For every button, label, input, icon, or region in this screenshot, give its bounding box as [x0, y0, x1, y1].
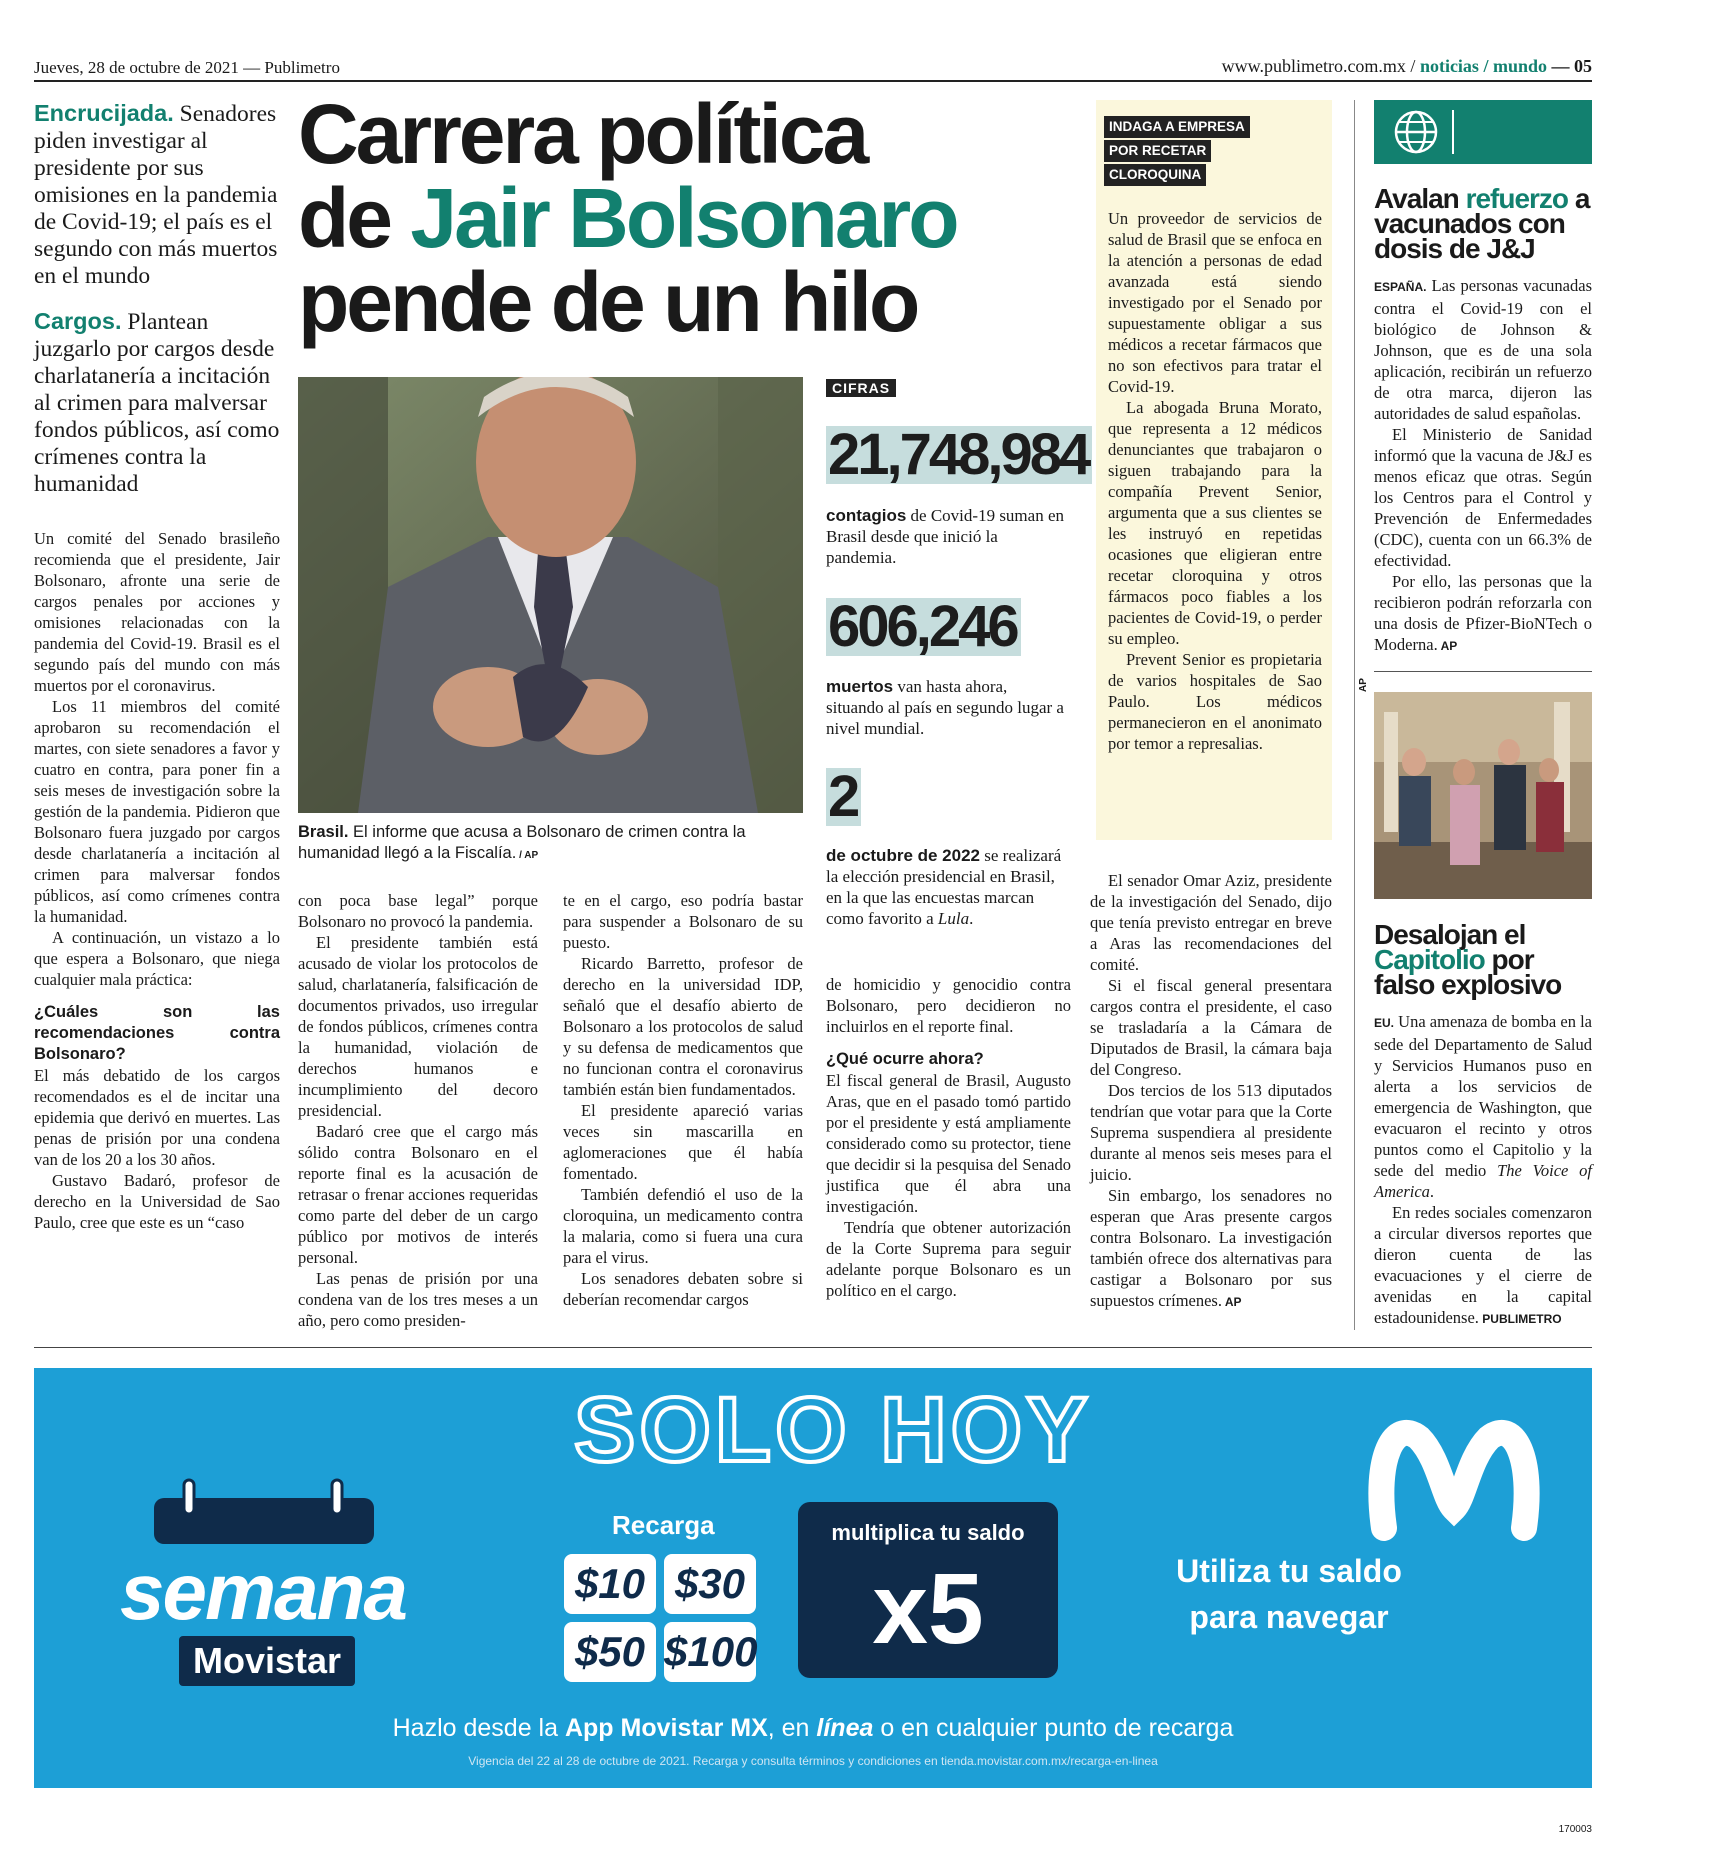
headline-highlight: refuerzo	[1465, 183, 1569, 214]
headline-highlight: Jair Bolsonaro	[410, 171, 957, 265]
credit: AP	[1221, 1295, 1242, 1309]
ad-bottom-text: Hazlo desde la	[392, 1714, 565, 1742]
paragraph: Ricardo Barretto, profesor de derecho en la universidad IDP, señaló que el desafío abierto de Bolsonaro a los protocolos de salud y su defensa de medicamentos que no funcionan contra el coronavirus también están bien fundamentados.	[563, 954, 803, 1099]
paragraph	[1374, 1202, 1592, 1330]
paragraph: El presidente también está acusado de violar los protocolos de salud, charlatanería, falsificación de documentos privados, uso irregular de fondos públicos, crímenes contra la humanidad, violación de derechos humanos e incumplimiento del decoro presidencial.	[298, 933, 538, 1120]
figure-text-3	[826, 845, 1066, 929]
paragraph	[1374, 571, 1592, 657]
sidebar-tag: INDAGA A EMPRESA	[1104, 116, 1250, 138]
column-divider	[1354, 100, 1355, 1330]
paragraph: Gustavo Badaró, profesor de derecho en la Universidad de Sao Paulo, cree que este es un “caso	[34, 1171, 280, 1232]
paragraph: El Ministerio de Sanidad informó que la vacuna de J&J es menos eficaz que otras. Según los Centros para el Control y Prevención de Enfermedades (CDC), cuenta con un 66.3% de efectividad.	[1374, 425, 1592, 570]
deck-keyword: Cargos.	[34, 308, 122, 334]
paragraph: Prevent Senior es propietaria de varios hospitales de Sao Paulo. Los médicos permanecieron en el anonimato por temor a represalias.	[1108, 650, 1322, 753]
article-column-3	[563, 890, 803, 1310]
deck-1	[34, 100, 280, 290]
article-column-5	[1090, 870, 1332, 1313]
ad-brand-semana: semana	[120, 1547, 406, 1636]
ad-bottom-app[interactable]: App Movistar MX	[564, 1714, 768, 1742]
deck-text: Plantean juzgarlo por cargos desde charlatanería a incitación al crimen para malversar fondos públicos, así como crímenes contra la humanidad	[34, 309, 280, 497]
paragraph: te en el cargo, eso podría bastar para suspender a Bolsonaro de su puesto.	[563, 891, 803, 952]
story-refuerzo-body	[1374, 275, 1592, 657]
figure-number-2: 606,246	[826, 598, 1021, 656]
ad-brand-movistar: Movistar	[179, 1636, 355, 1686]
ad-bottom-text: o en cualquier punto de recarga	[873, 1714, 1234, 1742]
dateline: EU.	[1374, 1016, 1395, 1030]
subheading: ¿Qué ocurre ahora?	[826, 1050, 984, 1068]
figure-text-2	[826, 676, 1066, 739]
story-divider	[1374, 671, 1592, 672]
sidebar-tag: CLOROQUINA	[1104, 164, 1206, 186]
story-capitolio	[1374, 919, 1592, 1330]
headline-highlight: Capitolio	[1374, 944, 1485, 975]
header-section-noticias[interactable]: noticias	[1419, 56, 1479, 76]
paragraph: Un proveedor de servicios de salud de Brasil que se enfoca en la atención a personas de edad avanzada está siendo investigado por el Senado por supuestamente obligar a sus médicos a recetar fármacos que no son efectivos para tratar el Covid-19.	[1108, 209, 1322, 396]
figure-emphasis: Lula	[937, 909, 970, 928]
ad-amount-10[interactable]: $10	[564, 1554, 656, 1614]
headline-line-2	[298, 171, 1098, 265]
paragraph: La abogada Bruna Morato, que representa a 12 médicos denunciantes que trabajaron o siguen trabajando para la compañía Prevent Senior, argumenta que a sus clientes se les instruyó en repetidas ocasiones que eligieran entre recetar cloroquina y otros fármacos poco fiables a los pacientes de Covid-19, o perder su empleo.	[1108, 398, 1322, 648]
article-column-1	[34, 528, 280, 1233]
figure-end: .	[969, 909, 974, 928]
paragraph: Los 11 miembros del comité aprobaron su recomendación el martes, con siete senadores a favor y cuatro en contra, para poner fin a seis meses de investigación sobre la gestión de la pandemia. Pidieron que Bolsonaro fuera juzgado por cargos desde charlatanería a incitación al crimen para malversar fondos públicos, así como crímenes contra la humanidad.	[34, 697, 280, 926]
capitol-photo	[1374, 692, 1592, 899]
page-header-section	[1222, 56, 1592, 77]
paragraph	[1374, 1011, 1592, 1202]
dateline: ESPAÑA.	[1374, 280, 1427, 294]
header-separator: /	[1483, 56, 1489, 76]
deck-text: Senadores piden investigar al presidente por sus omisiones en la pandemia de Covid-19; el país es el segundo con más muertos en el mundo	[34, 101, 278, 289]
sidebar-text	[1108, 208, 1322, 754]
paragraph: El presidente apareció varias veces sin mascarilla en aglomeraciones que él había fomentado.	[563, 1101, 803, 1183]
photo-illustration	[298, 377, 803, 813]
headline-part: a vacunados con dosis de J&J	[1374, 183, 1590, 264]
ad-amount-30[interactable]: $30	[664, 1554, 756, 1614]
ad-title: SOLO HOY	[574, 1379, 1092, 1481]
paragraph: Las penas de prisión por una condena van de los tres meses a un año, pero como presiden-	[298, 1269, 538, 1330]
caption-credit: / AP	[516, 850, 539, 861]
headline-line-2-a: de	[298, 171, 411, 265]
page-header-date: Jueves, 28 de octubre de 2021 — Publimetro	[34, 58, 340, 77]
story-refuerzo	[1374, 183, 1592, 657]
figure-description: van hasta ahora, situando al país en segundo lugar a nivel mundial.	[826, 677, 1064, 738]
paragraph-text: En redes sociales comenzaron a circular diversos reportes que dieron cuenta de las evacuaciones y el cierre de avenidas en la capital estadounidense.	[1374, 1203, 1592, 1327]
paragraph: El más debatido de los cargos recomendados es el de incitar una epidemia que derivó en muertes. Las penas de prisión por una condena van de los 20 a los 30 años.	[34, 1066, 280, 1169]
paragraph: Badaró cree que el cargo más sólido contra Bolsonaro en el reporte final es la acusación de retrasar o frenar acciones requeridas como parte del deber de un cargo público por motivos de interés personal.	[298, 1122, 538, 1267]
paragraph: Los senadores debaten sobre si deberían recomendar cargos	[563, 1269, 803, 1309]
bolsonaro-photo	[298, 377, 803, 813]
figure-keyword: contagios	[826, 506, 907, 525]
article-column-4	[826, 974, 1071, 1301]
paragraph: También defendió el uso de la cloroquina, un medicamento contra la malaria, como si fuera una cura para el virus.	[563, 1185, 803, 1267]
figure-number-3: 2	[826, 768, 861, 826]
paragraph: Tendría que obtener autorización de la Corte Suprema para seguir adelante porque Bolsonaro es un político en el cargo.	[826, 1218, 1071, 1300]
headline-part: Desalojan el	[1374, 919, 1526, 950]
ad-cta: Utiliza tu saldo para navegar	[1176, 1553, 1402, 1635]
paragraph: Si el fiscal general presentara cargos contra el presidente, el caso se trasladaría a la Cámara de Diputados de Brasil, la cámara baja del Congreso.	[1090, 976, 1332, 1079]
cifras-tag: CIFRAS	[826, 379, 896, 397]
paragraph	[1090, 1185, 1332, 1313]
ad-amount-100[interactable]: $100	[664, 1622, 756, 1682]
paragraph: con poca base legal” porque Bolsonaro no provocó la pandemia.	[298, 891, 538, 931]
calendar-icon	[154, 1478, 384, 1548]
photo-credit: AP	[1358, 678, 1369, 692]
header-url[interactable]: www.publimetro.com.mx /	[1221, 56, 1416, 76]
sidebar-tag: POR RECETAR	[1104, 140, 1211, 162]
ad-multiplier-value: x5	[872, 1553, 984, 1665]
ad-multiplier-label: multiplica tu saldo	[831, 1520, 1025, 1545]
figure-description: se realizará la elección presidencial en Brasil, en la que las encuestas marcan como favorito a	[826, 846, 1062, 928]
headline-part: por falso explosivo	[1374, 944, 1562, 1000]
figure-text-1	[826, 505, 1066, 568]
movistar-ad[interactable]	[34, 1368, 1592, 1788]
deck-keyword: Encrucijada.	[34, 100, 174, 126]
world-section-banner	[1374, 100, 1592, 164]
caption-keyword: Brasil.	[298, 823, 349, 841]
header-section-mundo[interactable]: mundo	[1492, 56, 1547, 76]
ad-legal: Vigencia del 22 al 28 de octubre de 2021. Recarga y consulta términos y condiciones en tienda.movistar.com.mx/recarga-en-linea	[468, 1754, 1158, 1768]
photo-caption	[298, 822, 803, 866]
article-column-2	[298, 890, 538, 1331]
paragraph-text: Sin embargo, los senadores no esperan que Aras presente cargos contra Bolsonaro. La investigación también ofrece dos alternativas para castigar a Bolsonaro por sus supuestos crímenes.	[1090, 1186, 1332, 1310]
globe-icon	[1386, 102, 1446, 162]
figure-number-1: 21,748,984	[826, 426, 1092, 484]
subheading: ¿Cuáles son las recomendaciones contra Bolsonaro?	[34, 1003, 280, 1063]
figure-keyword: de octubre de 2022	[826, 846, 981, 865]
ad-multiplier-box	[798, 1502, 1058, 1678]
story-capitolio-body	[1374, 1011, 1592, 1330]
paragraph: A continuación, un vistazo a lo que espera a Bolsonaro, que niega cualquier mala práctica:	[34, 928, 280, 989]
figure-keyword: muertos	[826, 677, 894, 696]
page-number: — 05	[1551, 56, 1592, 76]
header-rule	[34, 80, 1592, 82]
paragraph: El senador Omar Aziz, presidente de la investigación del Senado, dijo que tenía previsto entregar en breve a Aras las recomendaciones del comité.	[1090, 871, 1332, 974]
emphasis: The Voice of America	[1374, 1161, 1592, 1201]
sidebar-tags	[1104, 116, 1250, 188]
ad-bottom-linea[interactable]: línea	[816, 1714, 874, 1742]
headline-part: Avalan	[1374, 183, 1466, 214]
paragraph: Un comité del Senado brasileño recomienda que el presidente, Jair Bolsonaro, afronte una serie de cargos penales por acciones y omisiones relacionadas con la pandemia del Covid-19. Brasil es el segundo país del mundo con más muertos por el coronavirus.	[34, 529, 280, 695]
banner-divider	[1452, 110, 1454, 154]
ad-bottom-line	[34, 1714, 1592, 1743]
headline-line-1: Carrera política	[298, 87, 867, 181]
paragraph-text: Una amenaza de bomba en la sede del Departamento de Salud y Servicios Humanos puso en alerta a los servicios de emergencia de Washington, que evacuaron el recinto y otros puntos como el Capitolio y la sede del medio	[1374, 1012, 1592, 1180]
photo-illustration	[1374, 692, 1592, 899]
ad-amount-50[interactable]: $50	[564, 1622, 656, 1682]
ad-bottom-text: , en	[767, 1714, 817, 1742]
left-column	[34, 100, 280, 1233]
deck-2	[34, 308, 280, 498]
figure-description: de Covid-19 suman en Brasil desde que inició la pandemia.	[826, 506, 1064, 567]
caption-text: El informe que acusa a Bolsonaro de crimen contra la humanidad llegó a la Fiscalía.	[298, 823, 746, 862]
paragraph-text: Por ello, las personas que la recibieron podrán reforzarla con una dosis de Pfizer-BioNTech o Moderna.	[1374, 572, 1592, 654]
credit: AP	[1437, 639, 1458, 653]
headline-line-3: pende de un hilo	[298, 255, 918, 349]
ad-recarga-label: Recarga	[612, 1510, 715, 1540]
ad-code: 170003	[1558, 1824, 1592, 1835]
paragraph-text: .	[1429, 1182, 1435, 1201]
story-refuerzo-headline	[1374, 183, 1592, 264]
paragraph: de homicidio y genocidio contra Bolsonaro, pero decidieron no incluirlos en el reporte final.	[826, 975, 1071, 1036]
paragraph: El fiscal general de Brasil, Augusto Aras, que en el pasado tomó partido por el presidente y está ampliamente considerado como su protector, tiene que decidir si la pesquisa del Senado justifica que él abra una investigación.	[826, 1071, 1071, 1216]
page-bottom-rule	[34, 1347, 1592, 1348]
paragraph-text: Las personas vacunadas contra el Covid-19 con el biológico de Johnson & Johnson, que es de una sola aplicación, recibirán un refuerzo de otra marca, dijeron las autoridades de salud españolas.	[1374, 276, 1592, 423]
movistar-logo-icon	[1364, 1398, 1544, 1548]
credit: PUBLIMETRO	[1478, 1312, 1562, 1326]
story-capitolio-headline	[1374, 919, 1592, 1000]
paragraph: Dos tercios de los 513 diputados tendrían que votar para que la Corte Suprema suspendiera al presidente durante al menos seis meses para el juicio.	[1090, 1081, 1332, 1184]
main-headline	[298, 87, 1098, 349]
paragraph	[1374, 275, 1592, 424]
